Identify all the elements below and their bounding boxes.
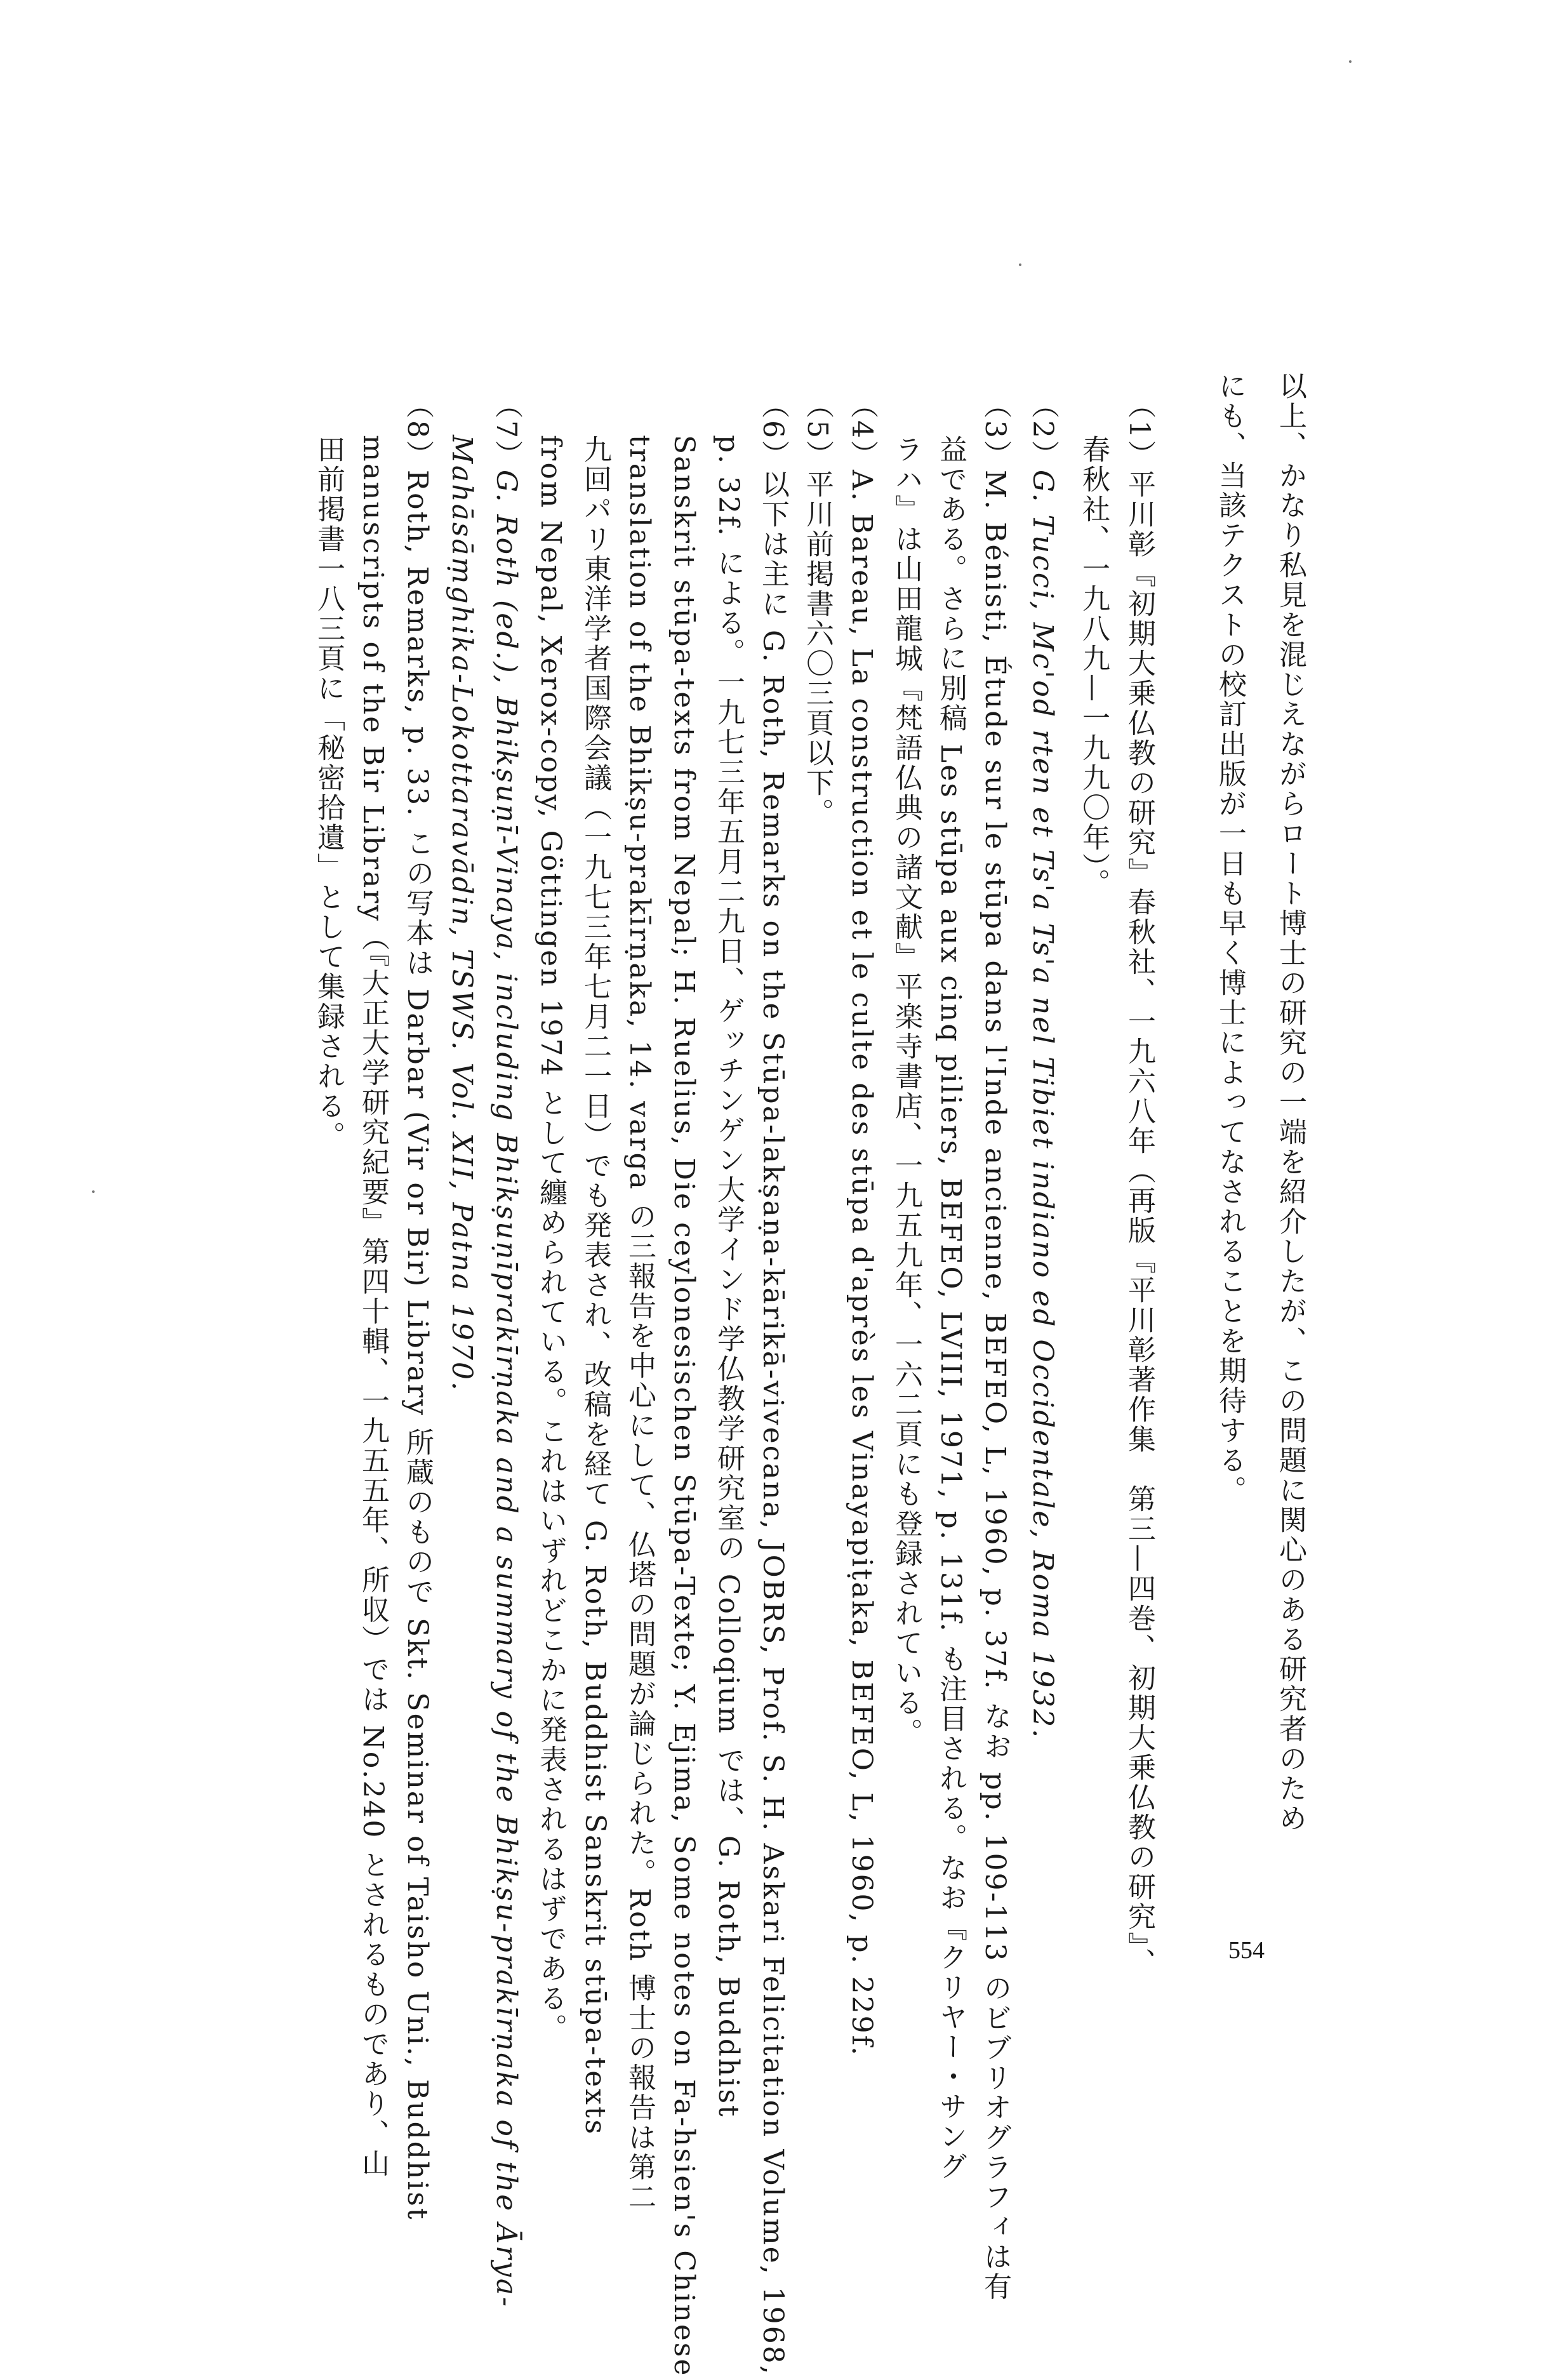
note-6-line-2: p. 32f. による。一九七三年五月二九日、ゲッチンゲン大学インド学仏教学研究室の Colloqium では、G. Roth, Buddhist: [712, 435, 745, 2119]
note-6-line-3: Sanskrit stūpa-texts from Nepal; H. Ruelius, Die ceylonesischen Stūpa-Texte; Y. Ejima, Some notes on Fa-hsien's Chinese: [668, 435, 700, 2377]
note-1-line-2: 春秋社、一九八九—一九九〇年）。: [1077, 435, 1110, 898]
note-6-line-1: [759, 390, 787, 2376]
note-6-line-6: from Nepal, Xerox-copy, Göttingen 1974 として纏められている。これはいずれどこかに発表されるはずである。: [535, 435, 567, 2044]
scan-speck: [1019, 263, 1021, 266]
note-6-text: 以下は主に G. Roth, Remarks on the Stūpa-lakṣaṇa-kārikā-vivecana, JOBRS, Prof. S. H. Askari Felicitation Volume, 1968,: [757, 470, 789, 2376]
note-7-text: G. Roth (ed.), Bhikṣuṇī-Vinaya, including Bhikṣuṇīprakīrṇaka and a summary of the Bhikṣu-prakīrṇaka of the Ārya-: [490, 470, 522, 2308]
note-2-number: （2）: [1027, 390, 1059, 470]
note-8-line-3: 田前掲書一八三頁に「秘密拾遺」として集録される。: [312, 435, 345, 1151]
scan-speck: [92, 1190, 95, 1193]
note-8-number: （8）: [401, 390, 434, 470]
note-7-line-2: [446, 390, 478, 1392]
note-5-number: （5）: [801, 390, 834, 470]
note-8-line-2: manuscripts of the Bir Library（『大正大学研究紀要』第四十輯、一九五五年、所収）では No.240 とされるものであり、山: [357, 435, 389, 2179]
note-2-text: G. Tucci, Mc'od rten et Ts'a Ts'a nel Tibiet indiano ed Occidentale, Roma 1932.: [1027, 470, 1059, 1740]
note-3-text: M. Bénisti, Étude sur le stūpa dans l'Inde ancienne, BEFEO, L, 1960, p. 37f. なお pp. 109-113 のビブリオグラフィは有: [979, 470, 1011, 2302]
note-3-number: （3）: [979, 390, 1011, 470]
note-1-line-1: [1125, 390, 1153, 1978]
note-3-line-3: ラハ』は山田龍城『梵語仏典の諸文献』平楽寺書店、一九五九年、一六二頁にも登録されている。: [890, 435, 922, 1748]
note-4-number: （4）: [846, 390, 878, 470]
note-7-line-1: [492, 390, 520, 2308]
note-4-line-1: [846, 390, 878, 2058]
note-6-number: （6）: [757, 390, 789, 470]
note-6-line-4: translation of the Bhikṣu-prakīrṇaka, 14. varga の三報告を中心にして、仏塔の問題が論じられた。Roth 博士の報告は第二: [623, 435, 656, 2213]
scan-speck: [1349, 60, 1352, 63]
note-7-text-cont: Mahāsāṃghika-Lokottaravādin, TSWS. Vol. XII, Patna 1970.: [446, 435, 478, 1392]
note-5-line-1: [801, 390, 834, 828]
note-2-line-1: [1027, 390, 1059, 1740]
note-8-text: Roth, Remarks, p. 33. この写本は Darbar (Vir or Bir) Library 所蔵のもので Skt. Seminar of Taisho Uni., Buddhist: [401, 470, 434, 2221]
main-text-line-2: にも、当該テクストの校訂出版が一日も早く博士によってなされることを期待する。: [1214, 371, 1246, 1505]
note-3-line-2: 益である。さらに別稿 Les stūpa aux cinq piliers, BEFEO, LVIII, 1971, p. 131f. も注目される。なお『クリヤー・サング: [934, 435, 967, 2181]
note-1-number: （1）: [1123, 390, 1155, 470]
note-8-line-1: [401, 390, 434, 2221]
note-7-number: （7）: [490, 390, 522, 470]
main-text-line-1: 以上、かなり私見を混じえながらロート博士の研究の一端を紹介したが、この問題に関心のある研究者のため: [1274, 371, 1306, 1834]
page-number: 554: [1228, 1937, 1265, 1964]
note-1-text: 平川彰『初期大乗仏教の研究』春秋社、一九六八年（再版『平川彰著作集 第三—四巻、初期大乗仏教の研究』、: [1123, 470, 1155, 1978]
note-5-text: 平川前掲書六〇三頁以下。: [801, 470, 834, 828]
note-4-text: A. Bareau, La construction et le culte des stūpa d'après les Vinayapiṭaka, BEFEO, L, 1960, p. 229f.: [846, 470, 878, 2058]
note-3-line-1: [981, 390, 1009, 2302]
note-6-line-5: 九回パリ東洋学者国際会議（一九七三年七月二一日）でも発表され、改稿を経て G. Roth, Buddhist Sanskrit stūpa-texts: [579, 435, 611, 2136]
